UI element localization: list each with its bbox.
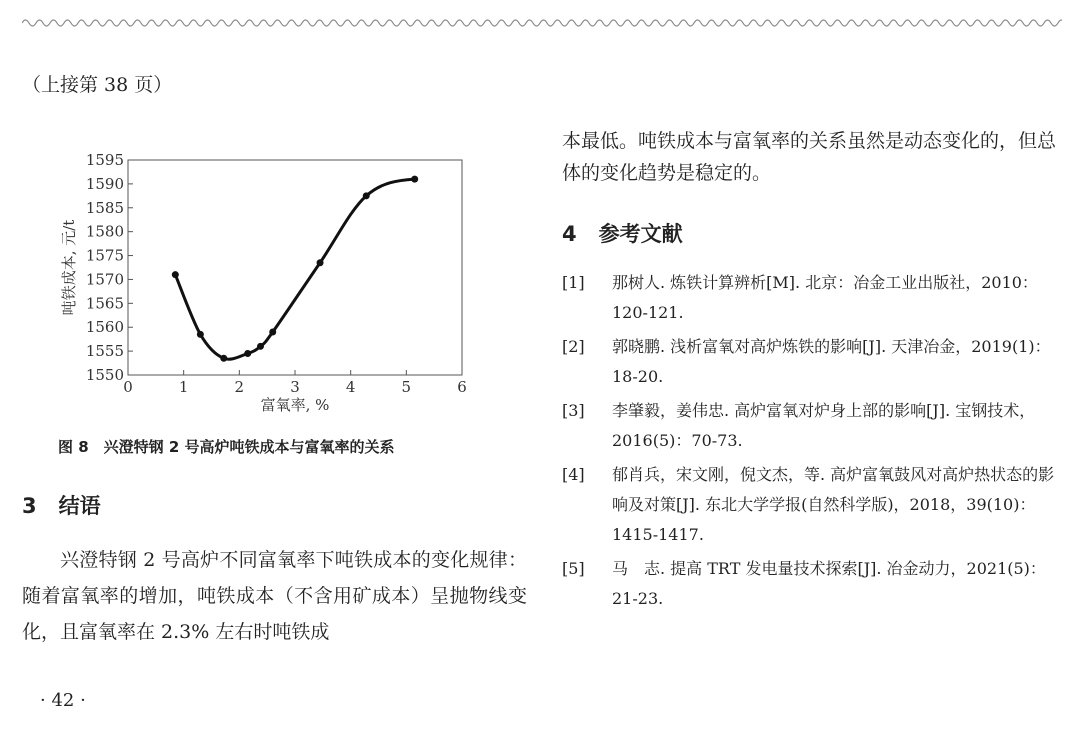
data-point (257, 343, 264, 350)
section-3-heading (22, 490, 101, 520)
x-tick-label: 1 (178, 378, 189, 396)
reference-number: [5] (562, 559, 585, 578)
reference-item (562, 554, 1062, 614)
wavy-border-line (22, 20, 1062, 26)
x-axis-label: 富氧率, % (260, 396, 330, 414)
reference-text: 郁肖兵，宋文刚，倪文杰，等. 高炉富氧鼓风对高炉热状态的影响及对策[J]. 东北大学学报(自然科学版)，2018，39(10)：1415-1417. (612, 465, 1055, 544)
reference-number: [4] (562, 465, 585, 484)
y-tick-label: 1595 (85, 151, 124, 169)
section-number: 4 (562, 222, 577, 246)
section-title: 参考文献 (598, 222, 683, 246)
decorative-border (22, 14, 1062, 32)
figure-caption: 图 8 兴澄特钢 2 号高炉吨铁成本与富氧率的关系 (58, 438, 395, 456)
y-tick-label: 1565 (85, 294, 124, 313)
x-tick-label: 5 (401, 378, 412, 396)
conclusion-paragraph: 兴澄特钢 2 号高炉不同富氧率下吨铁成本的变化规律：随着富氧率的增加，吨铁成本（不含用矿成本）呈抛物线变化，且富氧率在 2.3% 左右时吨铁成 (22, 549, 527, 643)
reference-text: 郭晓鹏. 浅析富氧对高炉炼铁的影响[J]. 天津冶金，2019(1)：18-20. (612, 337, 1051, 386)
x-tick-label: 3 (290, 378, 300, 396)
y-tick-label: 1550 (85, 366, 124, 384)
y-tick-label: 1575 (85, 246, 124, 265)
data-point (317, 259, 324, 266)
chart (55, 145, 485, 430)
series-line (175, 179, 414, 359)
section-number: 3 (22, 494, 37, 518)
y-tick-label: 1590 (85, 174, 124, 193)
data-point (244, 350, 251, 357)
x-tick-label: 0 (123, 378, 133, 396)
x-tick-label: 2 (234, 378, 245, 396)
data-point (411, 176, 418, 183)
section-title: 结语 (58, 494, 101, 518)
x-tick-label: 6 (457, 378, 467, 396)
reference-number: [2] (562, 337, 585, 356)
reference-item (562, 460, 1062, 550)
conclusion-continuation: 本最低。吨铁成本与富氧率的关系虽然是动态变化的，但总体的变化趋势是稳定的。 (562, 130, 1057, 184)
y-axis-label: 吨铁成本, 元/t (60, 219, 78, 316)
plot-frame (128, 160, 462, 375)
reference-text: 那树人. 炼铁计算辨析[M]. 北京：冶金工业出版社，2010：120-121. (612, 273, 1038, 322)
page-number: · 42 · (40, 690, 86, 711)
data-point (363, 192, 370, 199)
data-point (197, 331, 204, 338)
continued-note: （上接第 38 页） (22, 74, 173, 96)
reference-text: 马 志. 提高 TRT 发电量技术探索[J]. 冶金动力，2021(5)：21-23. (612, 559, 1046, 608)
reference-number: [1] (562, 273, 585, 292)
reference-item (562, 396, 1062, 456)
reference-number: [3] (562, 401, 585, 420)
y-tick-label: 1555 (85, 342, 124, 361)
y-tick-label: 1560 (85, 318, 124, 337)
y-tick-label: 1570 (85, 270, 124, 289)
reference-item (562, 332, 1062, 392)
x-tick-label: 4 (345, 378, 356, 396)
y-tick-label: 1580 (85, 222, 124, 241)
data-point (172, 271, 179, 278)
section-4-heading (562, 218, 683, 248)
data-point (269, 329, 276, 336)
reference-item (562, 268, 1062, 328)
y-tick-label: 1585 (85, 198, 124, 217)
reference-text: 李肇毅，姜伟忠. 高炉富氧对炉身上部的影响[J]. 宝钢技术，2016(5)：70-73. (612, 401, 1036, 450)
data-point (220, 355, 227, 362)
reference-list (562, 268, 1062, 618)
